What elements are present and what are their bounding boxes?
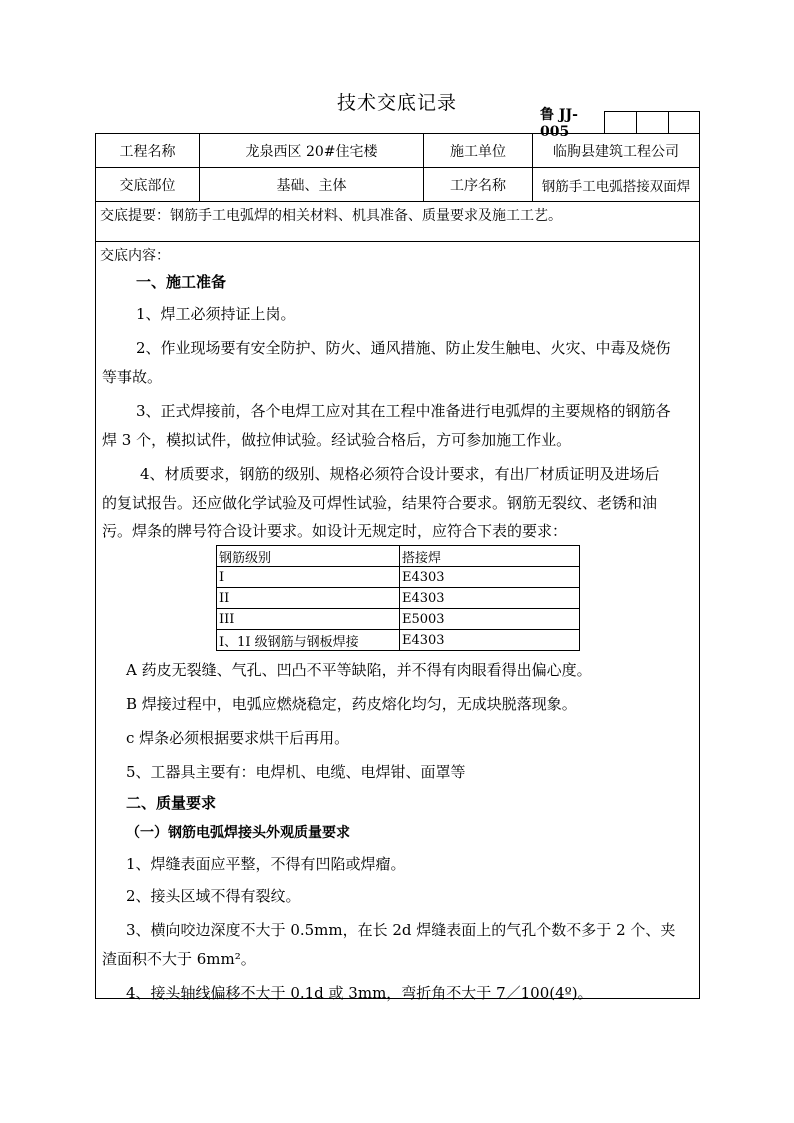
paragraph: 5、工器具主要有：电焊机、电缆、电焊钳、面罩等 xyxy=(126,763,466,781)
table-header-row xyxy=(217,546,580,567)
table-header-cell: 钢筋级别 xyxy=(217,546,400,567)
part-value: 基础、主体 xyxy=(200,168,424,201)
part-label: 交底部位 xyxy=(96,168,200,201)
record-form xyxy=(95,133,700,1002)
paragraph: 等事故。 xyxy=(102,368,163,386)
table-row xyxy=(217,609,580,630)
table-cell: E4303 xyxy=(400,630,580,651)
section-2-title: 二、质量要求 xyxy=(126,794,217,812)
summary: 交底提要：钢筋手工电弧焊的相关材料、机具准备、质量要求及施工工艺。 xyxy=(96,202,699,242)
content-label: 交底内容： xyxy=(100,248,170,264)
document-code: 鲁 JJ-005 xyxy=(540,107,578,140)
paragraph: 焊 3 个，模拟试件，做拉伸试验。经试验合格后，方可参加施工作业。 xyxy=(102,431,572,449)
paragraph: A 药皮无裂缝、气孔、凹凸不平等缺陷，并不得有肉眼看得出偏心度。 xyxy=(126,661,592,679)
paragraph: 4、接头轴线偏移不大于 0.1d 或 3mm，弯折角不大于 7／100(4º)。 xyxy=(126,984,593,1002)
construction-unit-value: 临朐县建筑工程公司 xyxy=(553,143,679,160)
paragraph: 的复试报告。还应做化学试验及可焊性试验，结果符合要求。钢筋无裂纹、老锈和油 xyxy=(102,494,658,512)
paragraph: 4、材质要求，钢筋的级别、规格必须符合设计要求，有出厂材质证明及进场后 xyxy=(140,465,660,483)
document-code-row xyxy=(540,107,604,140)
paragraph: 污。焊条的牌号符合设计要求。如设计无规定时，应符合下表的要求： xyxy=(102,522,568,540)
code-box-3 xyxy=(668,111,700,133)
table-row xyxy=(217,567,580,588)
table-cell: III xyxy=(217,609,400,630)
table-cell: E5003 xyxy=(400,609,580,630)
table-cell: I、1I 级钢筋与钢板焊接 xyxy=(217,630,400,651)
paragraph: 2、接头区域不得有裂纹。 xyxy=(126,887,301,905)
table-header-cell: 搭接焊 xyxy=(400,546,580,567)
code-box-1 xyxy=(604,111,637,133)
table-cell: I xyxy=(217,567,400,588)
table-cell: E4303 xyxy=(400,588,580,609)
paragraph: 3、正式焊接前，各个电焊工应对其在工程中准备进行电弧焊的主要规格的钢筋各 xyxy=(136,402,671,420)
header-row-2 xyxy=(96,168,699,202)
table-row xyxy=(217,630,580,651)
process-label: 工序名称 xyxy=(424,168,533,201)
table-cell: E4303 xyxy=(400,567,580,588)
paragraph: c 焊条必须根据要求烘干后再用。 xyxy=(126,729,350,747)
header-row-1 xyxy=(96,134,699,168)
process-value: 钢筋手工电弧搭接双面焊 xyxy=(541,178,691,195)
electrode-table xyxy=(216,545,580,651)
table-cell: II xyxy=(217,588,400,609)
paragraph: 2、作业现场要有安全防护、防火、通风措施、防止发生触电、火灾、中毒及烧伤 xyxy=(136,339,671,357)
paragraph: 3、横向咬边深度不大于 0.5mm，在长 2d 焊缝表面上的气孔个数不多于 2 个、夹 xyxy=(126,921,676,939)
code-box-2 xyxy=(636,111,669,133)
table-row xyxy=(217,588,580,609)
section-1-title: 一、施工准备 xyxy=(136,273,227,291)
paragraph: 渣面积不大于 6mm²。 xyxy=(102,950,256,968)
subsection-1-title: （一）钢筋电弧焊接头外观质量要求 xyxy=(126,825,350,841)
project-name-value: 龙泉西区 20#住宅楼 xyxy=(200,134,424,167)
paragraph: 1、焊缝表面应平整，不得有凹陷或焊瘤。 xyxy=(126,855,406,873)
paragraph: 1、焊工必须持证上岗。 xyxy=(136,305,296,323)
document-title: 技术交底记录 xyxy=(336,92,457,114)
project-name-label: 工程名称 xyxy=(96,134,200,167)
paragraph: B 焊接过程中，电弧应燃烧稳定，药皮熔化均匀，无成块脱落现象。 xyxy=(126,695,577,713)
construction-unit-label: 施工单位 xyxy=(424,134,533,167)
